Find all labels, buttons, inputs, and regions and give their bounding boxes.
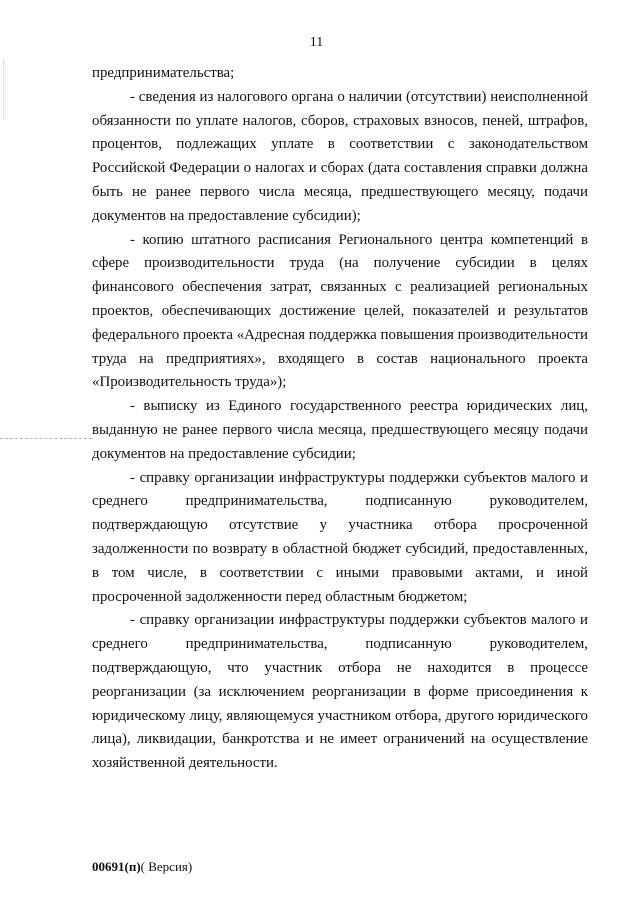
document-body [92,62,588,776]
page-number: 11 [309,35,324,50]
continuation-paragraph: предпринимательства; [92,65,235,81]
version-label: ( Версия) [140,859,193,874]
list-item-tax-certificate: - сведения из налогового органа о наличии (отсутствии) неисполненной обязанности по уплате налогов, сборов, страховых взносов, пеней, штрафов, процентов, подлежащих уплате в соответствии с законодательством Российской Федерации о налогах и сборах (дата составления справки должна быть не ранее первого числа месяца, предшествующего месяцу, подачи документов на предоставление субсидии); [92,88,588,224]
list-item-egrul-extract: - выписку из Единого государственного реестра юридических лиц, выданную не ранее первого числа месяца, предшествующего месяцу подачи документов на предоставление субсидии; [92,398,588,462]
document-code: 00691(п) [92,859,141,874]
document-footer [92,858,192,876]
list-item-debt-certificate: - справку организации инфраструктуры поддержки субъектов малого и среднего предпринимательства, подписанную руководителем, подтверждающую отсутствие у участника отбора просроченной задолженности по возврату в областной бюджет субсидий, предоставленных, в том числе, в соответствии с иными правовыми актами, и иной просроченной задолженности перед областным бюджетом; [92,469,588,605]
list-item-staff-schedule: - копию штатного расписания Регионального центра компетенций в сфере производительности труда (на получение субсидии в целях финансового обеспечения затрат, связанных с реализацией региональных проектов, обеспечивающих достижение целей, показателей и результатов федерального проекта «Адресная поддержка повышения производительности труда на предприятиях», входящего в состав национального проекта «Производительность труда»); [92,231,588,391]
list-item-reorganization-certificate: - справку организации инфраструктуры поддержки субъектов малого и среднего предпринимательства, подписанную руководителем, подтверждающую, что участник отбора не находится в процессе реорганизации (за исключением реорганизации в форме присоединения к юридическому лицу, являющемуся участником отбора, другого юридического лица), ликвидации, банкротства и не имеет ограничений на осуществление хозяйственной деятельности. [92,612,588,772]
scan-edge-mark [3,60,4,120]
scan-margin-line [0,438,92,439]
